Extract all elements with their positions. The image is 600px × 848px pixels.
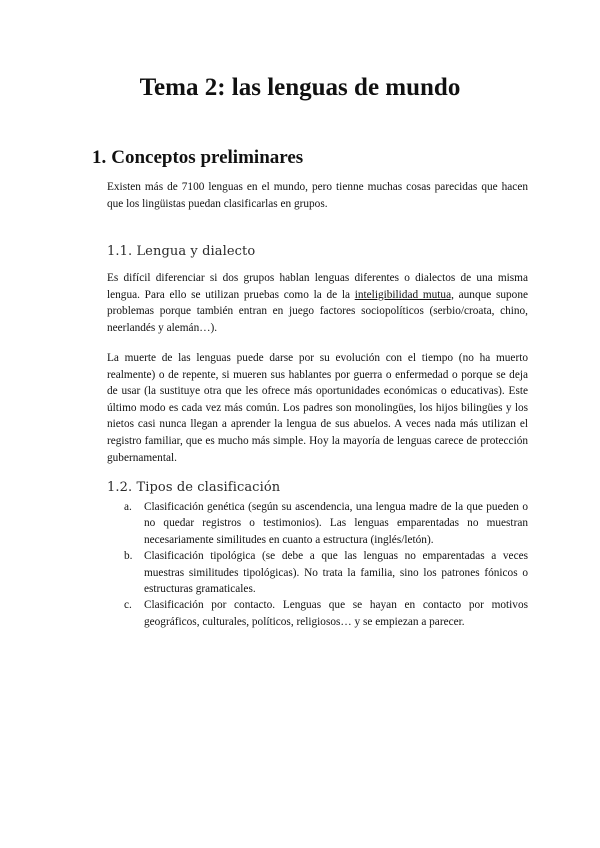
inteligibilidad-mutua-term: inteligibilidad mutua, <box>354 288 454 301</box>
document-title: Tema 2: las lenguas de mundo <box>139 74 461 101</box>
classification-list <box>124 499 528 630</box>
list-marker: a. <box>124 501 132 513</box>
muerte-lenguas-paragraph: La muerte de las lenguas puede darse por su evolución con el tiempo (no ha muerto realmente) o de repente, si mueren sus hablantes por guerra o enfermedad o porque se deja de usar (la sustituye otra que les ofrece más oportunidades económicas o educativas). Este último modo es cada vez más común. Los padres son monolingües, los hijos bilingües y los nietos casi nunca llegan a aprender la lengua de sus abuelos. A veces nada más utilizan el registro familiar, que es mucho más simple. Hoy la mayoría de lenguas carece de protección gubernamental. <box>107 352 528 464</box>
list-item-text: Clasificación tipológica (se debe a que las lenguas no emparentadas a veces muestras similitudes tipológicas). No trata la familia, sino los patrones fónicos o estructuras gramaticales. <box>144 550 528 596</box>
list-item <box>124 499 528 548</box>
paragraph-text: aunque supone problemas porque también entran en juego factores sociopolíticos (serbio/croata, chino, neerlandés y alemán…). <box>107 288 528 334</box>
section-heading-1 <box>92 147 303 169</box>
paragraph-text: Es difícil diferenciar si dos grupos hablan lenguas diferentes o dialectos de una misma lengua. Para ello se utilizan pruebas como la de la <box>107 272 528 301</box>
list-item-text: Clasificación genética (según su ascendencia, una lengua madre de la que pueden o no quedar registros o testimonios). Las lenguas emparentadas no muestran necesariamente similitudes en cuanto a estructura (inglés/letón). <box>144 501 528 546</box>
list-item-text: Clasificación por contacto. Lenguas que se hayan en contacto por motivos geográficos, culturales, políticos, religiosos… y se empiezan a parecer. <box>144 599 528 628</box>
section-number: 1. <box>92 147 107 168</box>
subsection-heading-1-2: 1.2. Tipos de clasificación <box>107 480 281 495</box>
subsection-heading-1-1: 1.1. Lengua y dialecto <box>107 244 256 259</box>
section-title: Conceptos preliminares <box>111 147 304 168</box>
list-marker: c. <box>124 599 132 612</box>
lengua-dialecto-paragraph <box>107 270 528 336</box>
list-marker: b. <box>124 550 133 563</box>
list-item <box>124 597 528 630</box>
intro-paragraph: Existen más de 7100 lenguas en el mundo, pero tienne muchas cosas parecidas que hacen que los lingüistas puedan clasificarlas en grupos. <box>107 181 528 210</box>
list-item <box>124 548 528 597</box>
